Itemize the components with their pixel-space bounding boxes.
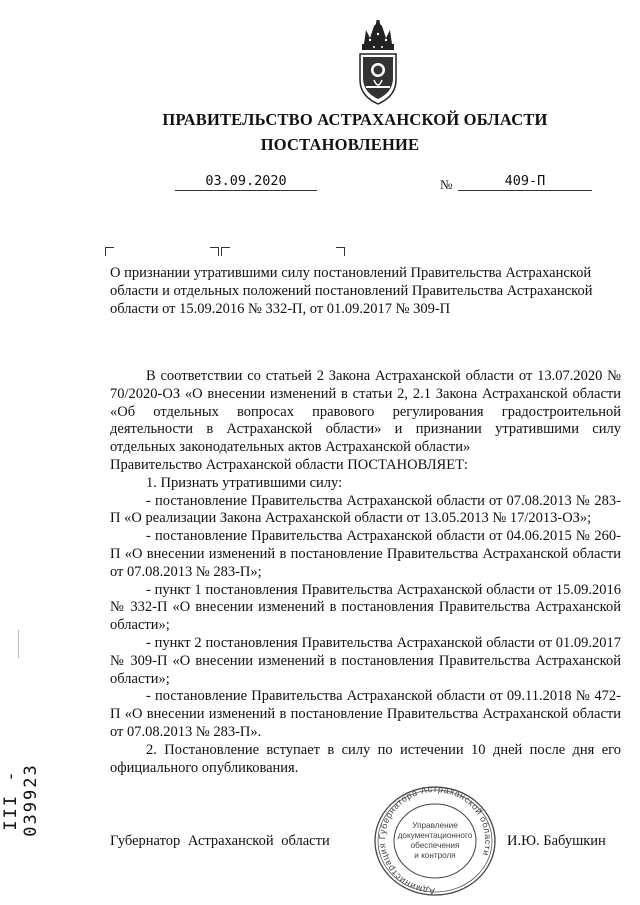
- margin-mark: [18, 630, 19, 658]
- clause-1-paragraph: 1. Признать утратившими силу:: [146, 474, 343, 491]
- stamp-ring-text: Администрация Губернатора Астраханской области: [377, 784, 494, 897]
- list-item: - постановление Правительства Астраханской области от 04.06.2015 № 260-П «О внесении изменений в постановление Правительства Астраханской области от 07.08.2013 № 283-П»;: [110, 528, 621, 580]
- resolves-paragraph: Правительство Астраханской области ПОСТАНОВЛЯЕТ:: [110, 456, 468, 473]
- organization-title: ПРАВИТЕЛЬСТВО АСТРАХАНСКОЙ ОБЛАСТИ: [162, 110, 548, 129]
- document-body: [110, 368, 621, 777]
- stamp-line: и контроля: [414, 851, 456, 860]
- stamp-line: документационного: [397, 831, 473, 840]
- list-item: - пункт 2 постановления Правительства Астраханской области от 01.09.2017 № 309-П «О внесении изменений в постановления Правительства Астраханской области»;: [110, 634, 621, 687]
- side-serial-code-text: III - 039923: [1, 763, 41, 837]
- signatory-position: Губернатор Астраханской области: [110, 833, 330, 849]
- document-type-title: ПОСТАНОВЛЕНИЕ: [260, 135, 420, 154]
- document-subject: О признании утратившими силу постановлений Правительства Астраханской области и отдельных положений постановлений Правительства Астраханской области от 15.09.2016 № 332-П, от 01.09.2017 № 309-П: [110, 265, 593, 317]
- stamp-line: обеспечения: [410, 841, 460, 850]
- list-item: - пункт 1 постановления Правительства Астраханской области от 15.09.2016 № 332-П «О внесении изменений в постановления Правительства Астраханской области»;: [110, 581, 621, 634]
- clause-2-paragraph: 2. Постановление вступает в силу по истечении 10 дней после дня его официального опубликования.: [110, 741, 621, 776]
- corner-mark-mid-right: [221, 247, 230, 256]
- side-serial-code: [1, 735, 41, 855]
- corner-mark-left: [105, 247, 114, 256]
- list-item: - постановление Правительства Астраханской области от 09.11.2018 № 472-П «О внесении изменений в постановление Правительства Астраханской области от 07.08.2013 № 283-П».: [110, 688, 621, 740]
- coat-of-arms-emblem: [354, 20, 402, 106]
- document-number: 409-П: [458, 173, 592, 191]
- number-label: №: [440, 177, 453, 192]
- list-item: - постановление Правительства Астраханской области от 07.08.2013 № 283-П «О реализации Закона Астраханской области от 13.05.2013 № 17/2013-ОЗ»;: [110, 492, 621, 527]
- preamble-paragraph: В соответствии со статьей 2 Закона Астраханской области от 13.07.2020 № 70/2020-ОЗ «О внесении изменений в статьи 2, 2.1 Закона Астраханской области «Об отдельных вопросах правового регулирования градостроительной деятельности в Астраханской области» и признании утратившими силу отдельных законодательных актов Астраханской области»: [110, 368, 621, 456]
- signatory-name: И.Ю. Бабушкин: [507, 833, 606, 849]
- official-stamp: [372, 784, 498, 898]
- document-date: 03.09.2020: [175, 173, 317, 191]
- stamp-line: Управление: [412, 821, 458, 830]
- corner-mark-right: [336, 247, 345, 256]
- corner-mark-mid-left: [210, 247, 219, 256]
